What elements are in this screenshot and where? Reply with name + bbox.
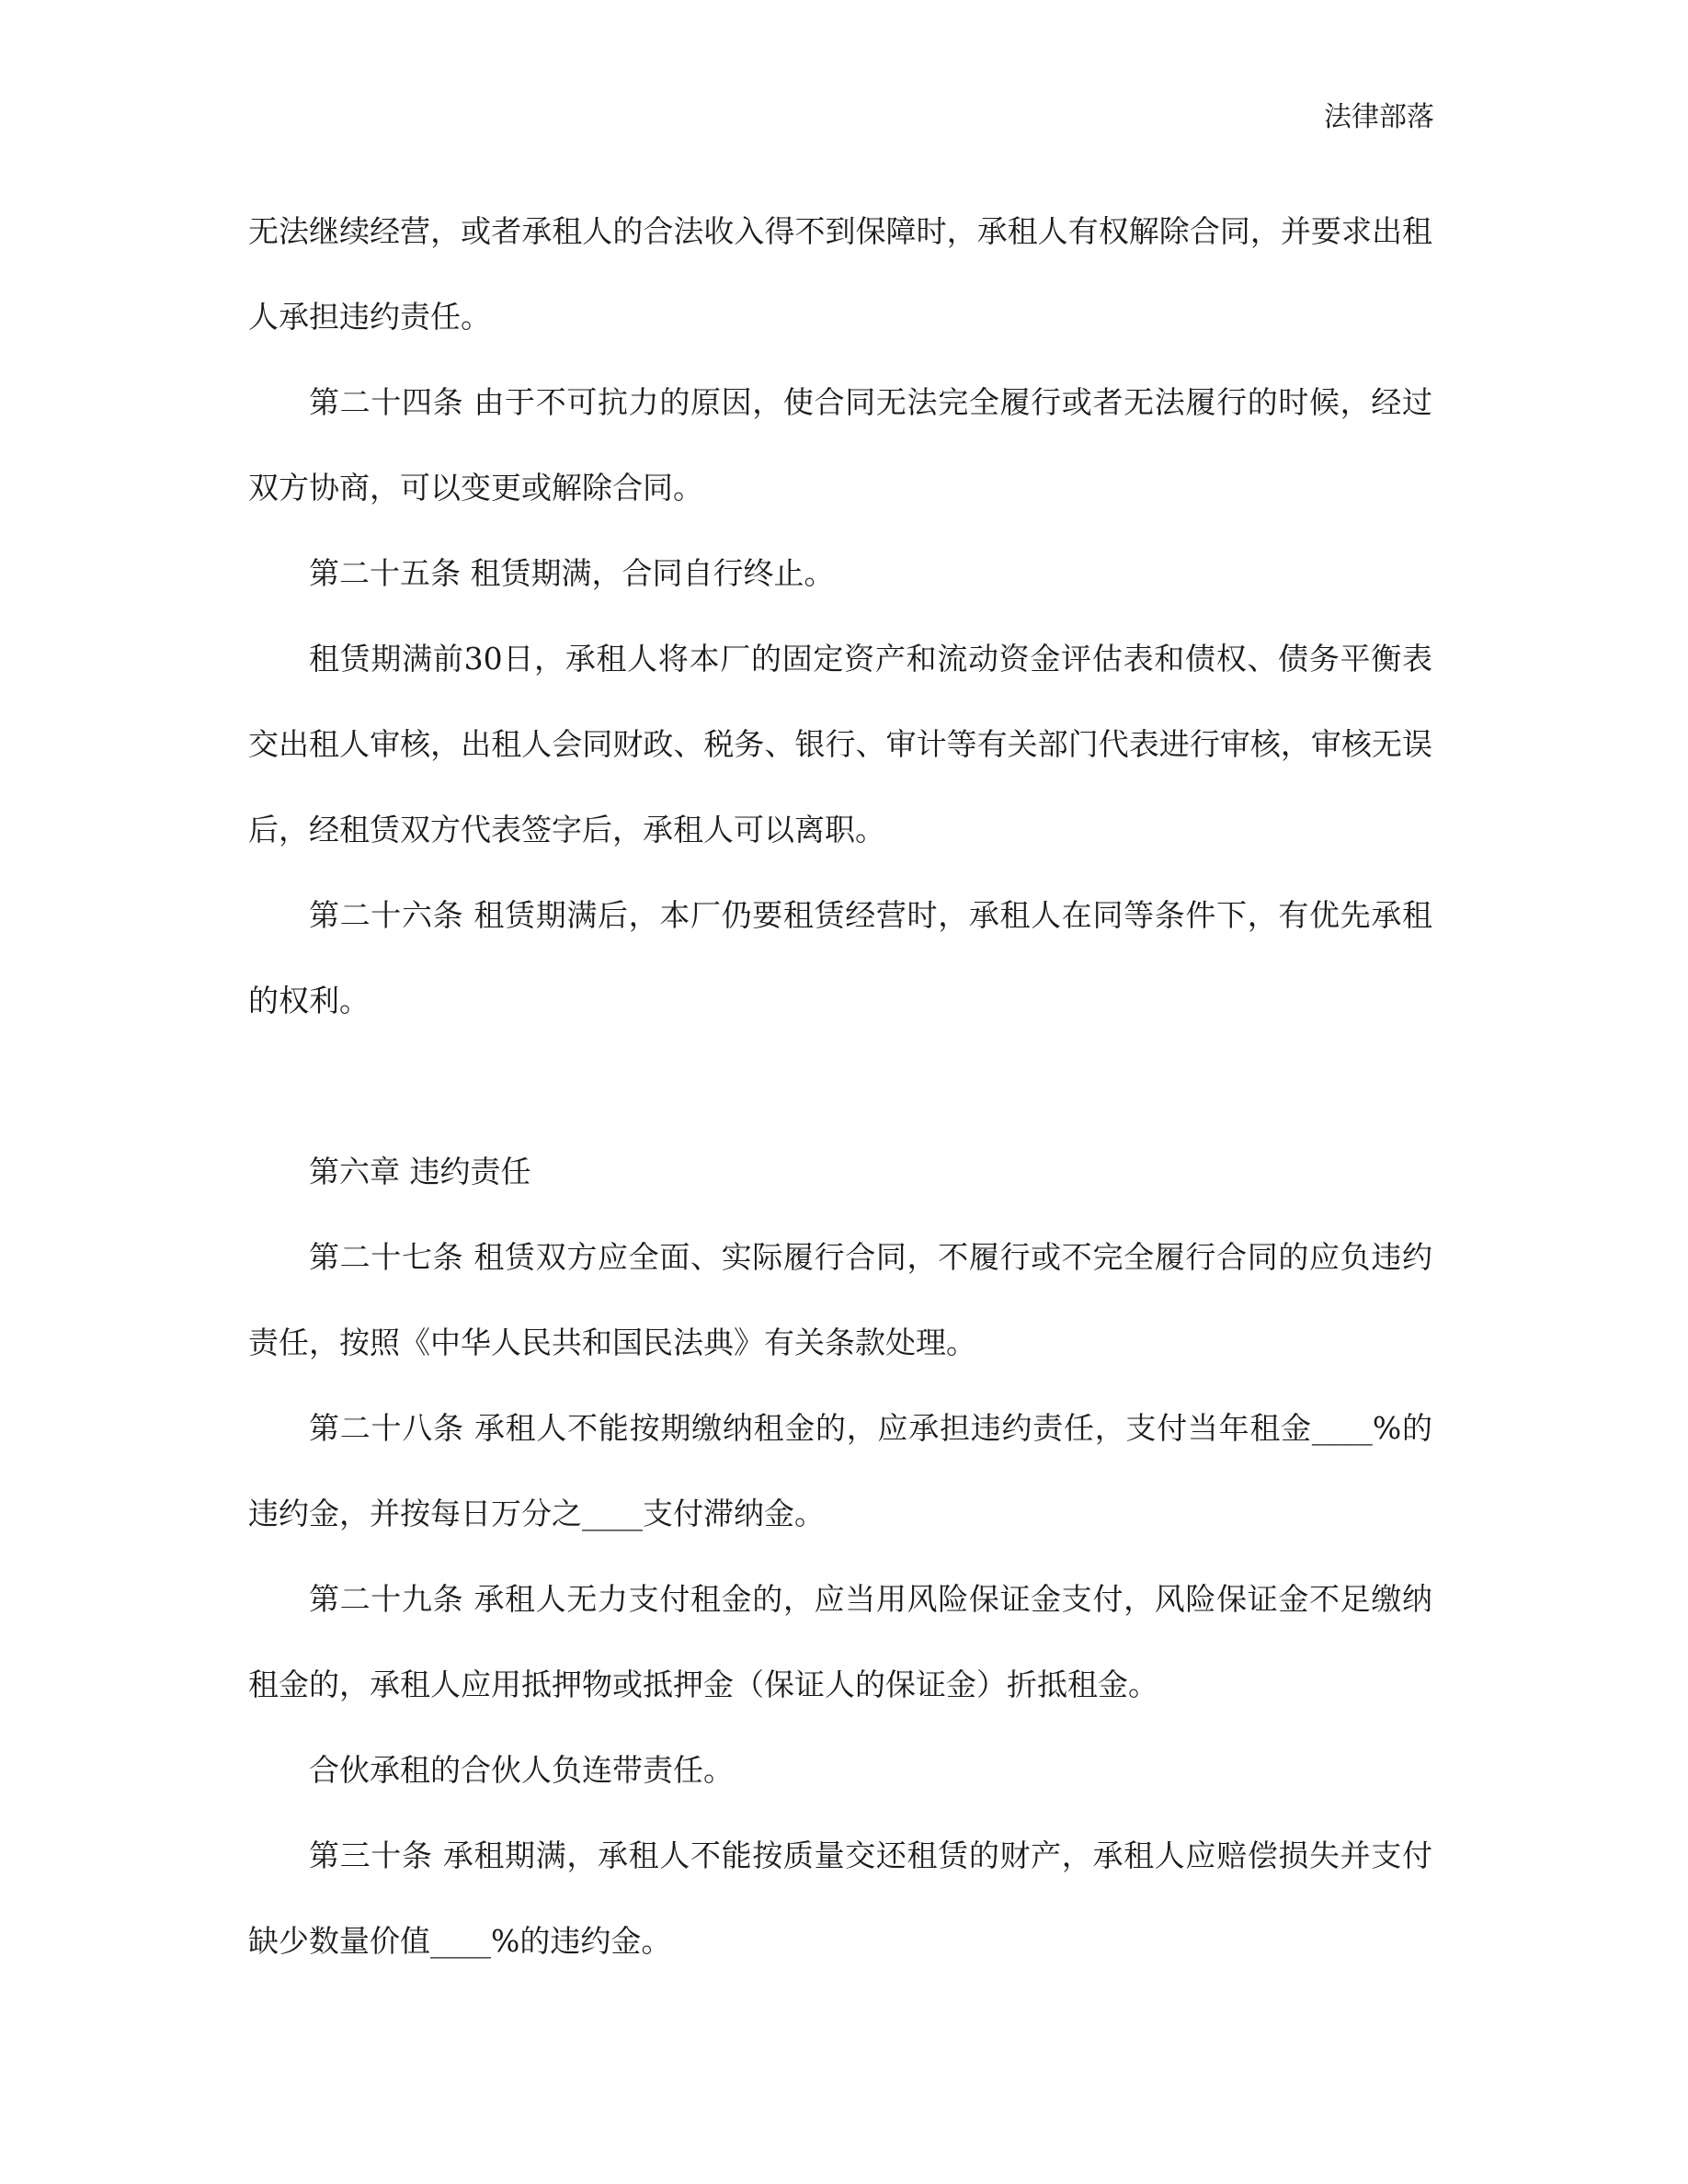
article-29: 第二十九条 承租人无力支付租金的，应当用风险保证金支付，风险保证金不足缴纳租金的，承租人应用抵押物或抵押金（保证人的保证金）折抵租金。 bbox=[248, 1581, 1432, 1702]
article-28: 第二十八条 承租人不能按期缴纳租金的，应承担违约责任，支付当年租金____%的违约金，并按每日万分之____支付滞纳金。 bbox=[248, 1410, 1432, 1531]
document-body bbox=[248, 188, 1432, 1984]
article-25-detail: 租赁期满前30日，承租人将本厂的固定资产和流动资金评估表和债权、债务平衡表交出租人审核，出租人会同财政、税务、银行、审计等有关部门代表进行审核，审核无误后，经租赁双方代表签字后，承租人可以离职。 bbox=[248, 641, 1432, 847]
chapter-heading: 第六章 违约责任 bbox=[309, 1154, 531, 1189]
article-26: 第二十六条 租赁期满后，本厂仍要租赁经营时，承租人在同等条件下，有优先承租的权利。 bbox=[248, 897, 1432, 1018]
article-29-partner: 合伙承租的合伙人负连带责任。 bbox=[309, 1752, 734, 1788]
page-header: 法律部落 bbox=[1324, 101, 1434, 133]
article-27: 第二十七条 租赁双方应全面、实际履行合同，不履行或不完全履行合同的应负违约责任，按照《中华人民共和国民法典》有关条款处理。 bbox=[248, 1239, 1432, 1360]
article-24: 第二十四条 由于不可抗力的原因，使合同无法完全履行或者无法履行的时候，经过双方协商，可以变更或解除合同。 bbox=[248, 384, 1432, 506]
paragraph-continued: 无法继续经营，或者承租人的合法收入得不到保障时，承租人有权解除合同，并要求出租人承担违约责任。 bbox=[248, 213, 1432, 335]
article-25: 第二十五条 租赁期满，合同自行终止。 bbox=[309, 555, 835, 591]
article-30: 第三十条 承租期满，承租人不能按质量交还租赁的财产，承租人应赔偿损失并支付缺少数量价值____%的违约金。 bbox=[248, 1837, 1432, 1959]
